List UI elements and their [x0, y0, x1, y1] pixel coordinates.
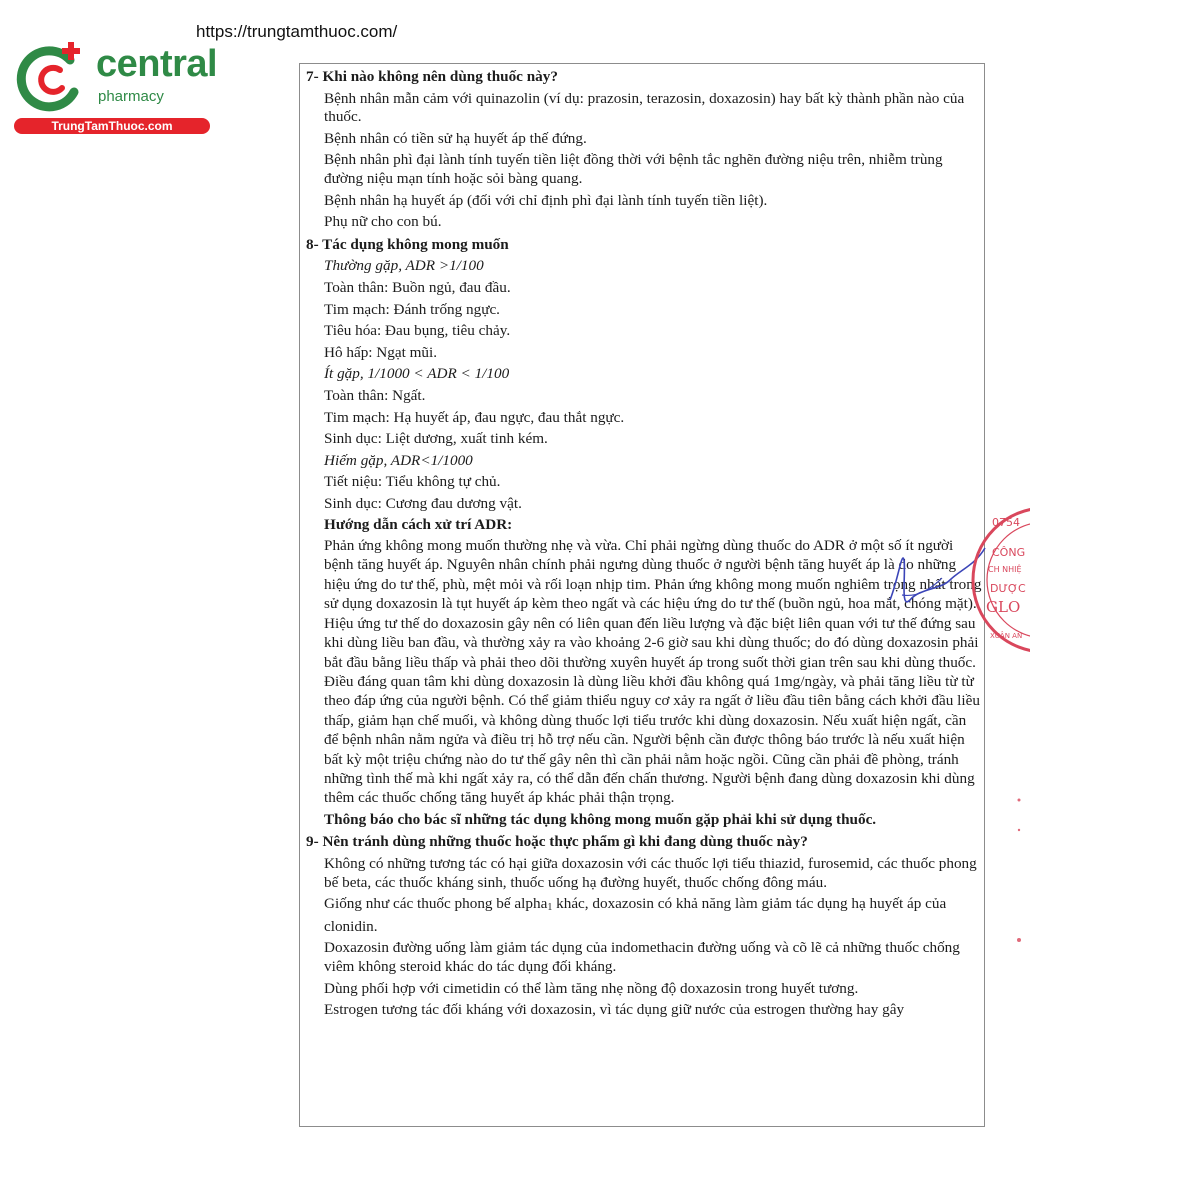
brand-subtitle: pharmacy [98, 88, 164, 105]
pharmacy-cross-icon [12, 40, 90, 118]
s9-paragraph [324, 895, 984, 936]
company-stamp [970, 500, 1030, 660]
s9-paragraph: Dùng phối hợp với cimetidin có thể làm tăng nhẹ nồng độ doxazosin trong huyết tương. [324, 979, 859, 997]
s7-item: Bệnh nhân mẫn cảm với quinazolin (ví dụ: prazosin, terazosin, doxazosin) hay bất kỳ thành phần nào của thuốc. [324, 89, 965, 126]
common-item: Tim mạch: Đánh trống ngực. [324, 300, 500, 318]
uncommon-item: Toàn thân: Ngất. [324, 386, 426, 404]
s9-p2-end: khác, doxazosin có khả năng làm giảm tác dụng hạ huyết áp của clonidin. [324, 895, 947, 935]
doctor-notice: Thông báo cho bác sĩ những tác dụng không mong muốn gặp phải khi sử dụng thuốc. [324, 810, 877, 828]
adr-guidance-title: Hướng dẫn cách xử trí ADR: [324, 516, 513, 534]
common-item: Tiêu hóa: Đau bụng, tiêu chảy. [324, 322, 511, 340]
source-url: https://trungtamthuoc.com/ [196, 22, 398, 41]
s9-paragraph: Doxazosin đường uống làm giảm tác dụng của indomethacin đường uống và cõ lẽ cả những thuốc chống viêm không steroid khác do tác dụng đối kháng. [324, 939, 960, 975]
site-badge: TrungTamThuoc.com [14, 118, 210, 134]
uncommon-item: Sinh dục: Liệt dương, xuất tinh kém. [324, 430, 548, 448]
s9-paragraph: Không có những tương tác có hại giữa doxazosin với các thuốc lợi tiểu thiazid, furosemid, các thuốc phong bế beta, các thuốc kháng sinh, thuốc uống hạ đường huyết, thuốc chống đông máu. [324, 854, 977, 891]
uncommon-label: Ít gặp, 1/1000 < ADR < 1/100 [324, 365, 510, 383]
s7-item: Bệnh nhân có tiền sử hạ huyết áp thế đứng. [324, 129, 587, 147]
s7-item: Bệnh nhân hạ huyết áp (đối với chỉ định phì đại lành tính tuyến tiền liệt). [324, 191, 768, 209]
common-item: Toàn thân: Buồn ngủ, đau đầu. [324, 278, 511, 296]
rare-label: Hiếm gặp, ADR<1/1000 [324, 451, 473, 469]
stamp-line: GLO [986, 598, 1021, 616]
s9-paragraph: Estrogen tương tác đối kháng với doxazosin, vì tác dụng giữ nước của estrogen thường hay gây [324, 1001, 905, 1019]
stamp-line: DƯỢC [990, 582, 1026, 595]
uncommon-item: Tim mạch: Hạ huyết áp, đau ngực, đau thắt ngực. [324, 408, 625, 426]
stamp-line: CH NHIỆ [988, 565, 1022, 574]
central-pharmacy-logo [10, 38, 218, 136]
s9-p2-start: Giống như các thuốc phong bế alpha [324, 895, 548, 913]
brand-name: central [96, 43, 218, 85]
section-9-title: 9- Nên tránh dùng những thuốc hoặc thực phẩm gì khi đang dùng thuốc này? [306, 833, 808, 851]
rare-item: Tiết niệu: Tiểu không tự chủ. [324, 473, 501, 491]
s7-item: Phụ nữ cho con bú. [324, 213, 442, 231]
s7-item: Bệnh nhân phì đại lành tính tuyến tiền liệt đồng thời với bệnh tắc nghẽn đường niệu trên, nhiễm trùng đường niệu mạn tính hoặc sỏi bàng quang. [324, 151, 943, 187]
common-label: Thường gặp, ADR >1/100 [324, 257, 484, 275]
common-item: Hô hấp: Ngạt mũi. [324, 343, 438, 361]
ink-speck [1016, 790, 1022, 950]
section-7-title: 7- Khi nào không nên dùng thuốc này? [306, 68, 558, 85]
stamp-code: 0754 [992, 516, 1020, 529]
section-8-title: 8- Tác dụng không mong muốn [306, 235, 509, 253]
stamp-line: CÔNG [992, 546, 1026, 559]
rare-item: Sinh dục: Cương đau dương vật. [324, 494, 522, 512]
adr-guidance-text: Phản ứng không mong muốn thường nhẹ và vừa. Chỉ phải ngừng dùng thuốc do ADR ở một số ít người bệnh tăng huyết áp. Nguyên nhân chính phải ngưng dùng thuốc ở người bệnh tăng huyết áp là do những hiệu ứng do tư thế, phù, mệt mỏi và rối loạn nhịp tim. Phản ứng không mong muốn nghiêm trọng nhất trong sử dụng doxazosin là tụt huyết áp kèm theo ngất và các hiệu ứng do tư thế (buồn ngủ, hoa mắt, chóng mặt). Hiệu ứng tư thế do doxazosin gây nên có liên quan đến liều lượng và đặc biệt liên quan với tư thế đứng sau khi dùng liều ban đầu, và thường xảy ra vào khoảng 2-6 giờ sau khi dùng thuốc; do đó dùng doxazosin phải bắt đầu bằng liều thấp và phải theo dõi thường xuyên huyết áp trong suốt thời gian trên sau khi dùng thuốc. Điều đáng quan tâm khi dùng doxazosin là dùng liều khởi đầu không quá 1mg/ngày, và phải tăng liều từ từ theo đáp ứng của người bệnh. Có thể giảm thiểu nguy cơ xảy ra ngất ở liều đầu tiên bằng cách khởi đầu liều thấp, giảm hạn chế muối, và không dùng thuốc lợi tiểu trước khi dùng doxazosin. Nếu xuất hiện ngất, cần để bệnh nhân nằm ngửa và điều trị hỗ trợ nếu cần. Người bệnh cần được thông báo trước là nếu xuất hiện bất kỳ một triệu chứng nào do tư thế gây nên thì cần phải nằm hoặc ngồi. Cũng cần phải đề phòng, tránh những tình thế mà khi ngất xảy ra, có thể dẫn đến chấn thương. Người bệnh đang dùng doxazosin khi dùng thêm các thuốc chống tăng huyết áp khác phải thận trọng. [324, 537, 982, 807]
alpha-subscript: 1 [547, 902, 553, 914]
stamp-line: XUÂN AN [990, 632, 1023, 640]
